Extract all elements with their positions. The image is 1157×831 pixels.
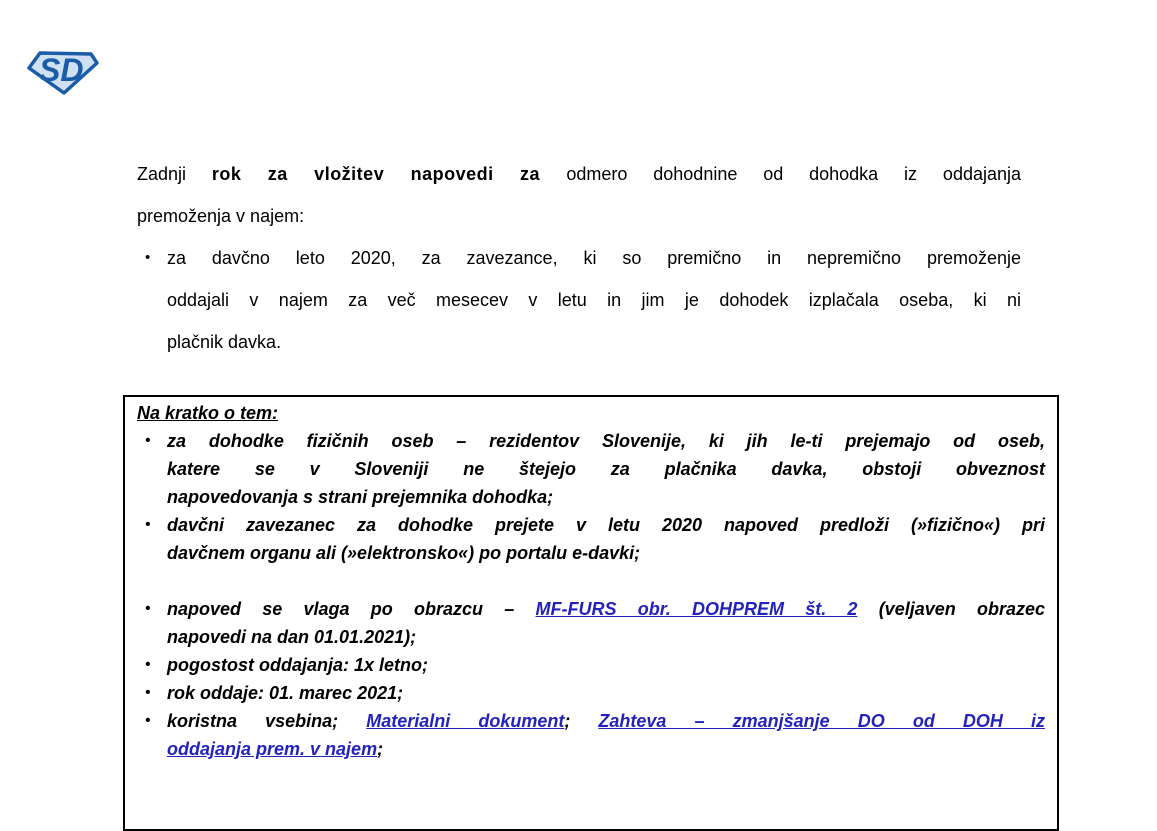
document-link[interactable]: MF-FURS obr. DOHPREM št. 2 (535, 599, 858, 619)
text-run: ; (377, 739, 384, 759)
list-item (137, 511, 1045, 567)
list-item (137, 651, 1045, 679)
bullet-marker-icon: • (145, 600, 151, 617)
summary-box (123, 395, 1059, 831)
text-run: rok za vložitev napovedi za (211, 164, 567, 184)
document-link[interactable]: oddajanja prem. v najem (167, 739, 378, 759)
text-run: premoženja v najem: (137, 206, 305, 226)
text-run: oddajali v najem za več mesecev v letu in jim je dohodek izplačala oseba, ki ni (167, 290, 1021, 310)
bullet-marker-icon: • (145, 432, 151, 449)
text-run: davčni zavezanec za dohodke prejete v letu 2020 napoved predloži (»fizično«) pri (167, 515, 1045, 535)
list-item (137, 679, 1045, 707)
list-item (137, 237, 1021, 363)
bullet-marker-icon: • (145, 656, 151, 673)
list-item (137, 595, 1045, 651)
text-run: davčnem organu ali (»elektronsko«) po portalu e-davki; (167, 543, 641, 563)
text-line (167, 427, 1045, 455)
summary-box-title-text: Na kratko o tem: (137, 403, 279, 423)
text-run: odmero dohodnine od dohodka iz oddajanja (566, 164, 1022, 184)
intro-paragraph (137, 153, 1021, 237)
document-link[interactable]: Zahteva – zmanjšanje DO od DOH iz (598, 711, 1045, 731)
text-run: plačnik davka. (167, 332, 282, 352)
sd-logo-icon (27, 46, 99, 96)
summary-box-title (137, 399, 1045, 427)
text-run: napovedovanja s strani prejemnika dohodka; (167, 487, 554, 507)
text-run: (veljaven obrazec (857, 599, 1045, 619)
text-line (137, 195, 1021, 237)
text-run: napovedi na dan 01.01.2021); (167, 627, 417, 647)
text-line (167, 237, 1021, 279)
text-line (167, 539, 1045, 567)
text-run: koristna vsebina; (167, 711, 367, 731)
logo-letters: SD (39, 52, 84, 88)
text-line (167, 279, 1021, 321)
list-item (137, 707, 1045, 763)
text-line (167, 679, 1045, 707)
text-run: za davčno leto 2020, za zavezance, ki so premično in nepremično premoženje (167, 248, 1021, 268)
text-line (137, 153, 1021, 195)
text-run: katere se v Sloveniji ne štejejo za plačnika davka, obstoji obveznost (167, 459, 1045, 479)
intro-bullet-list (137, 237, 1021, 363)
text-run: napoved se vlaga po obrazcu – (167, 599, 536, 619)
text-line (167, 595, 1045, 623)
bullet-marker-icon: • (145, 712, 151, 729)
text-run: pogostost oddajanja: 1x letno; (167, 655, 429, 675)
bullet-marker-icon: • (145, 684, 151, 701)
text-run: rok oddaje: 01. marec 2021; (167, 683, 404, 703)
text-line (167, 511, 1045, 539)
text-run: za dohodke fizičnih oseb – rezidentov Slovenije, ki jih le-ti prejemajo od oseb, (167, 431, 1045, 451)
summary-bullet-list (137, 427, 1045, 763)
text-line (167, 483, 1045, 511)
document-link[interactable]: Materialni dokument (366, 711, 565, 731)
text-line (167, 651, 1045, 679)
text-run: ; (564, 711, 599, 731)
bullet-marker-icon: • (145, 249, 151, 266)
text-line (167, 735, 1045, 763)
text-line (167, 321, 1021, 363)
text-run: Zadnji (137, 164, 212, 184)
text-line (167, 455, 1045, 483)
text-line (167, 707, 1045, 735)
list-item (137, 427, 1045, 511)
text-line (167, 623, 1045, 651)
bullet-marker-icon: • (145, 516, 151, 533)
